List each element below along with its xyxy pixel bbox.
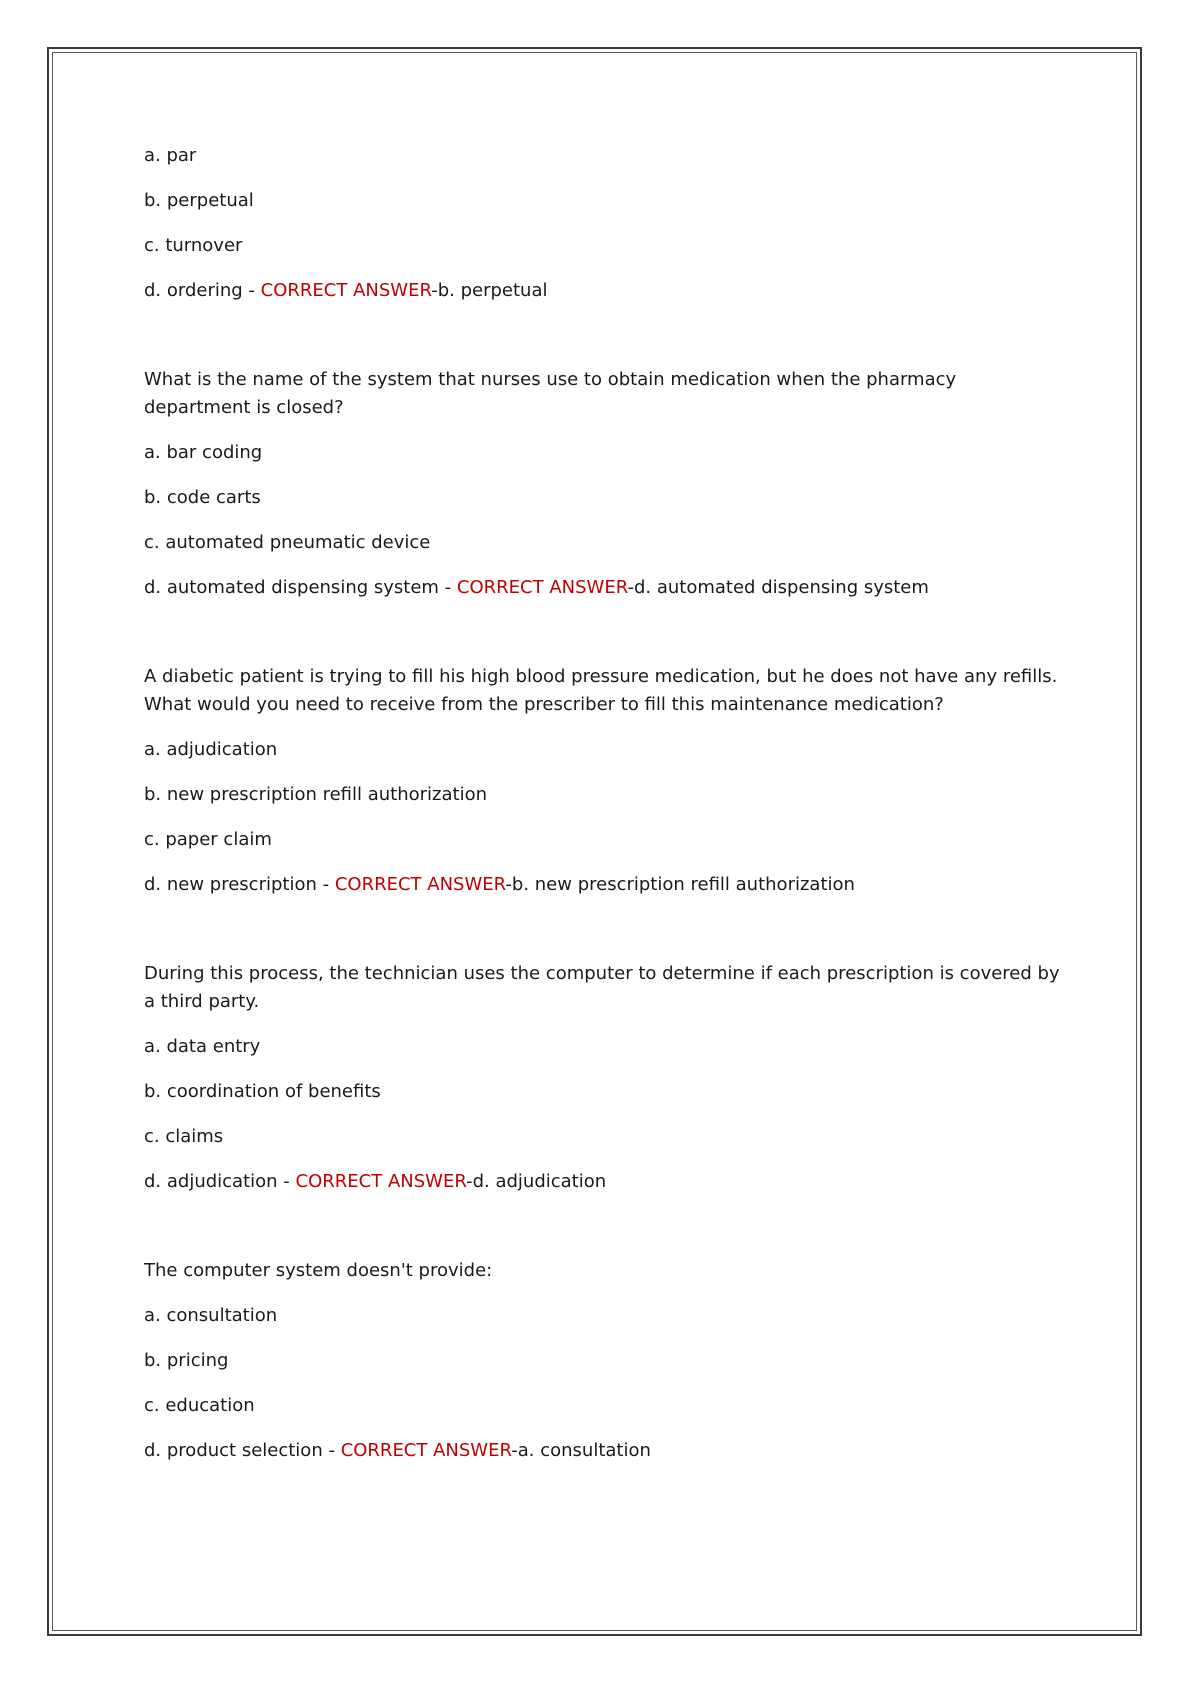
correct-answer: d. adjudication bbox=[472, 1171, 607, 1192]
question-block bbox=[144, 1257, 1064, 1465]
option-b: b. coordination of benefits bbox=[144, 1081, 381, 1102]
option-c: c. education bbox=[144, 1395, 255, 1416]
option-a: a. par bbox=[144, 145, 197, 166]
question-block bbox=[144, 142, 1064, 305]
correct-answer-marker: CORRECT ANSWER bbox=[334, 874, 506, 895]
option-d-with-answer: d. adjudication - CORRECT ANSWER-d. adjudication bbox=[144, 1171, 607, 1192]
question-text: During this process, the technician uses the computer to determine if each prescription is covered by a third party. bbox=[144, 963, 1060, 1012]
option-d: d. automated dispensing system bbox=[144, 577, 439, 598]
correct-answer: d. automated dispensing system bbox=[633, 577, 929, 598]
question-text: What is the name of the system that nurses use to obtain medication when the pharmacy department is closed? bbox=[144, 369, 957, 418]
option-b: b. new prescription refill authorization bbox=[144, 784, 488, 805]
option-d-with-answer: d. ordering - CORRECT ANSWER-b. perpetual bbox=[144, 280, 548, 301]
question-block bbox=[144, 366, 1064, 602]
correct-answer: a. consultation bbox=[517, 1440, 651, 1461]
option-d-with-answer: d. new prescription - CORRECT ANSWER-b. new prescription refill authorization bbox=[144, 874, 855, 895]
option-a: a. adjudication bbox=[144, 739, 278, 760]
option-d: d. ordering bbox=[144, 280, 243, 301]
option-a: a. bar coding bbox=[144, 442, 263, 463]
option-c: c. automated pneumatic device bbox=[144, 532, 431, 553]
option-a: a. data entry bbox=[144, 1036, 261, 1057]
option-c: c. turnover bbox=[144, 235, 243, 256]
option-a: a. consultation bbox=[144, 1305, 278, 1326]
option-b: b. code carts bbox=[144, 487, 261, 508]
correct-answer-marker: CORRECT ANSWER bbox=[340, 1440, 512, 1461]
option-c: c. claims bbox=[144, 1126, 224, 1147]
option-c: c. paper claim bbox=[144, 829, 272, 850]
option-b: b. pricing bbox=[144, 1350, 229, 1371]
option-d-with-answer: d. product selection - CORRECT ANSWER-a. consultation bbox=[144, 1440, 651, 1461]
question-text: The computer system doesn't provide: bbox=[144, 1260, 493, 1281]
correct-answer-marker: CORRECT ANSWER bbox=[456, 577, 628, 598]
question-block bbox=[144, 663, 1064, 899]
option-d: d. product selection bbox=[144, 1440, 323, 1461]
option-b: b. perpetual bbox=[144, 190, 254, 211]
correct-answer: b. perpetual bbox=[437, 280, 548, 301]
option-d: d. adjudication bbox=[144, 1171, 278, 1192]
correct-answer-marker: CORRECT ANSWER bbox=[260, 280, 432, 301]
option-d-with-answer: d. automated dispensing system - CORRECT ANSWER-d. automated dispensing system bbox=[144, 577, 929, 598]
correct-answer-marker: CORRECT ANSWER bbox=[295, 1171, 467, 1192]
question-text: A diabetic patient is trying to fill his high blood pressure medication, but he does not have any refills. What would you need to receive from the prescriber to fill this maintenance medication? bbox=[144, 666, 1058, 715]
correct-answer: b. new prescription refill authorization bbox=[511, 874, 855, 895]
option-d: d. new prescription bbox=[144, 874, 317, 895]
document-body bbox=[144, 142, 1064, 1482]
question-block bbox=[144, 960, 1064, 1196]
